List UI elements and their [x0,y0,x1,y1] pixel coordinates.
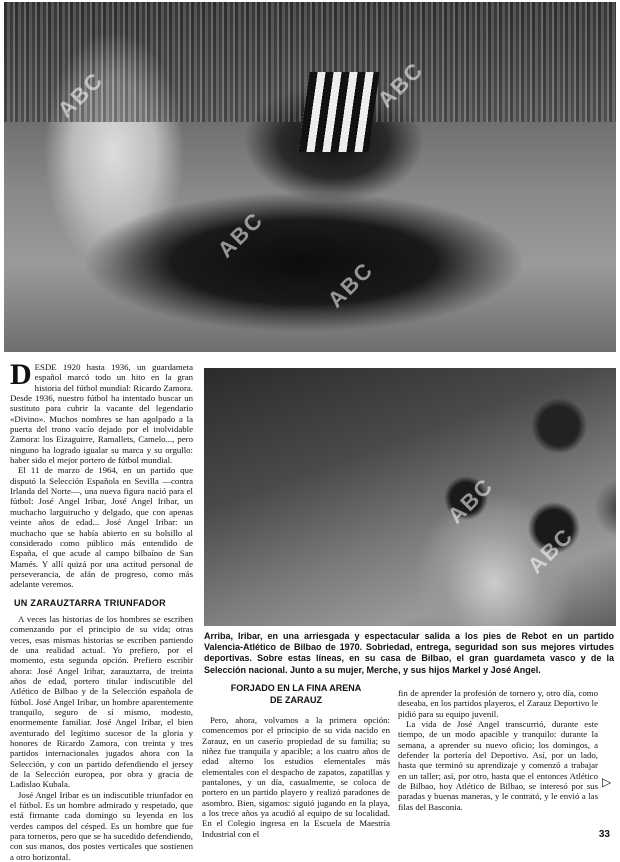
section-heading-line: FORJADO EN LA FINA ARENA [230,683,362,693]
paragraph: fin de aprender la profesión de tornero y, otro día, como deseaba, en los partidos playeros, el Zarauz Deportivo le pidió para su equipo juvenil. [398,688,598,719]
paragraph: La vida de José Angel transcurrió, durante este tiempo, de un modo apacible y tranquilo: durante la semana, a aprender su nuevo oficio; los domingos, a defender la portería del Deportivo. Así, por un lado, hasta que terminó su aprendizaje y comenzó a trabajar en un taller; así, por otro, hasta que el entonces Atlético de Bilbao, hoy Atlético de Bilbao, se interesó por sus paradas y buenas maneras, y le contrató, y le envió a las filas del Basconia. [398,719,598,812]
match-photo [4,2,616,352]
striped-jersey-player [298,72,379,152]
photo-caption: Arriba, Iribar, en una arriesgada y espectacular salida a los pies de Rebot en un partido Valencia-Atlético de Bilbao de 1970. Sobriedad, entrega, seguridad son sus mejores virtudes deportivas. Sobre estas líneas, en su casa de Bilbao, el gran guardameta vasco y de la Selección nacional. Junto a su mujer, Merche, y sus hijos Markel y José Angel. [204,631,614,675]
article-column-3 [398,688,598,812]
article-column-2 [202,715,390,839]
section-heading [202,682,390,706]
section-heading-line: DE ZARAUZ [270,695,322,705]
watermark: ABC [442,472,499,529]
page-number: 33 [598,829,610,840]
watermark: ABC [212,206,269,263]
paragraph: A veces las historias de los hombres se escriben comenzando por el principio de su vida; otras veces, esas mismas historias se escriben partiendo de una realidad actual. Yo prefiero, por el momento, esta segunda opción. Prefiero escribir ahora: José Angel Iribar, zarauztarra, de treinta años de edad, portero titular indiscutible del Atlético de Bilbao y de la Selección española de fútbol. José Angel Iribar, un hombre aparentemente tranquilo, seguro de sí mismo, modesto, enormemente familiar. José Angel Iribar, el bien aventurado del legítimo sucesor de la gloria y honores de Ricardo Zamora, con treinta y tres partidos internacionales jugados ahora con la Selección, y con un partido defendiendo el jersey de la Selección europea, por obra y gracia de Ladislao Kubala. [10,613,193,790]
paragraph: José Angel Iribar es un indiscutible triunfador en el fútbol. Es un hombre admirado y respetado, que está firmante cada domingo su leyenda en los verdes campos del césped. Es un hombre que fue para torneros, pero que se ha sucedido defendiendo, con sus manos, dos postes verticales que sostienen a otro horizontal. [10,789,193,862]
watermark: ABC [322,256,379,313]
paragraph: El 11 de marzo de 1964, en un partido que disputó la Selección Española en Sevilla —contra Irlanda del Norte—, una nueva figura nació para el fútbol: José Angel Iribar, José Angel Iribar, un muchacho larguirucho y delgado, que con apenas veinte años de edad... José Angel Iribar: un muchacho que se había abierto en su bolsillo al considerado como público más entendido de España, el que acude al campo bilbaíno de San Mamés. Y allí quizá por una actitud personal de perseverancia, de afán de progreso, como más adelante veremos. [10,465,193,590]
paragraph: ESDE 1920 hasta 1936, un guardameta español marcó todo un hito en la gran historia del fútbol mundial: Ricardo Zamora. Desde 1936, nuestro fútbol ha intentado buscar un sustituto para cubrir la vacante del legendario «Divino». Muchos nombres se han agolpado a la puerta del trono vacío dejado por el inolvidable Zamora: los Eizaguirre, Ramallets, Camelo..., pero ninguno ha logrado igualar su marca y su orgullo: haber sido el mejor portero de fútbol mundial. [10,362,193,466]
watermark: ABC [372,56,429,113]
paragraph: Pero, ahora, volvamos a la primera opción: comencemos por el principio de su vida nacido en Zarauz, en un caserío propiedad de su familia; su niñez fue tranquila y apacible; a los cuatro años de edad alterno los estudios elementales más elementales con el despacho de zapatos, zapatillas y pantalones, y un día, casualmente, se coloca de portero en un partido playero y realizó paradones de asombro. Bien, sigamos: siguió jugando en la playa, a los trece años ya acudió al equipo de su localidad. En el Colegio ingresa en la Escuela de Maestría Industrial con el [202,715,390,839]
watermark: ABC [52,66,109,123]
family-photo [204,368,616,626]
watermark: ABC [522,522,579,579]
drop-cap: D [10,358,32,391]
section-subhead: UN ZARAUZTARRA TRIUNFADOR [14,597,166,608]
continue-arrow-icon: ▷ [602,775,612,789]
article-column-1 [10,358,193,862]
